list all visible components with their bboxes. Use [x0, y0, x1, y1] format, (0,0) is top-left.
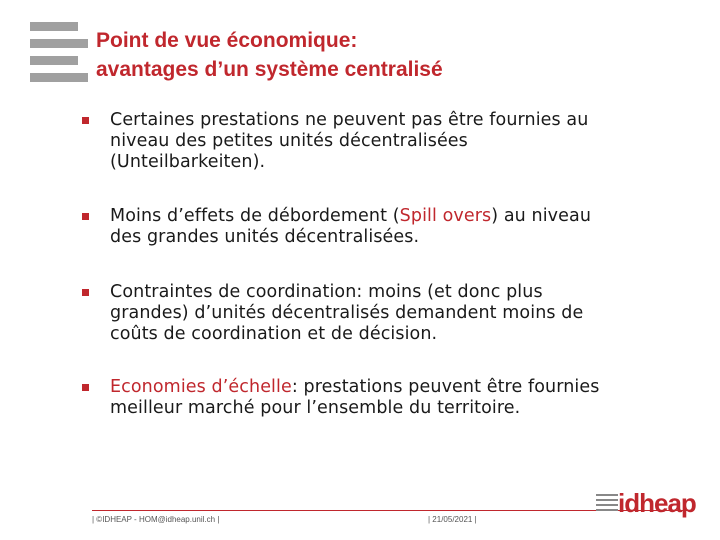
bullet-item — [80, 110, 588, 173]
header-bar — [30, 22, 78, 31]
bullet-line — [110, 377, 599, 398]
bullet-line: Certaines prestations ne peuvent pas être fournies au — [110, 110, 589, 130]
header-bars-decoration — [30, 22, 88, 90]
bullet-line — [110, 206, 591, 227]
bullet-highlight: Spill overs — [399, 206, 492, 226]
logo-wordmark: idheap — [618, 488, 696, 518]
bullet-marker-icon — [82, 117, 89, 124]
bullet-line: (Unteilbarkeiten). — [110, 152, 266, 172]
logo-lines-icon — [596, 494, 618, 514]
bullet-text: ) au niveau — [491, 206, 592, 226]
header-bar — [30, 39, 88, 48]
footer-date: | 21/05/2021 | — [428, 515, 477, 524]
idheap-logo — [596, 488, 696, 520]
bullet-item — [80, 282, 583, 345]
bullet-line: grandes) d’unités décentralisés demandent moins de — [110, 303, 584, 323]
bullet-line: des grandes unités décentralisées. — [110, 227, 420, 247]
bullet-marker-icon — [82, 289, 89, 296]
slide-title-line2: avantages d’un système centralisé — [96, 58, 443, 81]
bullet-highlight: Economies d’échelle — [110, 377, 292, 397]
bullet-marker-icon — [82, 213, 89, 220]
bullet-marker-icon — [82, 384, 89, 391]
footer-copyright: | ©IDHEAP - HOM@idheap.unil.ch | — [92, 515, 220, 524]
header-bar — [30, 73, 88, 82]
bullet-text: : prestations peuvent être fournies — [291, 377, 600, 397]
header-bar — [30, 56, 78, 65]
bullet-line: niveau des petites unités décentralisées — [110, 131, 468, 151]
slide-title-line1: Point de vue économique: — [96, 29, 358, 52]
bullet-item — [80, 377, 599, 419]
bullet-item — [80, 206, 591, 248]
bullet-line: meilleur marché pour l’ensemble du territoire. — [110, 398, 521, 418]
bullet-text: Moins d’effets de débordement ( — [110, 206, 400, 226]
bullet-line: Contraintes de coordination: moins (et donc plus — [110, 282, 543, 302]
bullet-line: coûts de coordination et de décision. — [110, 324, 438, 344]
slide-title — [96, 26, 443, 84]
